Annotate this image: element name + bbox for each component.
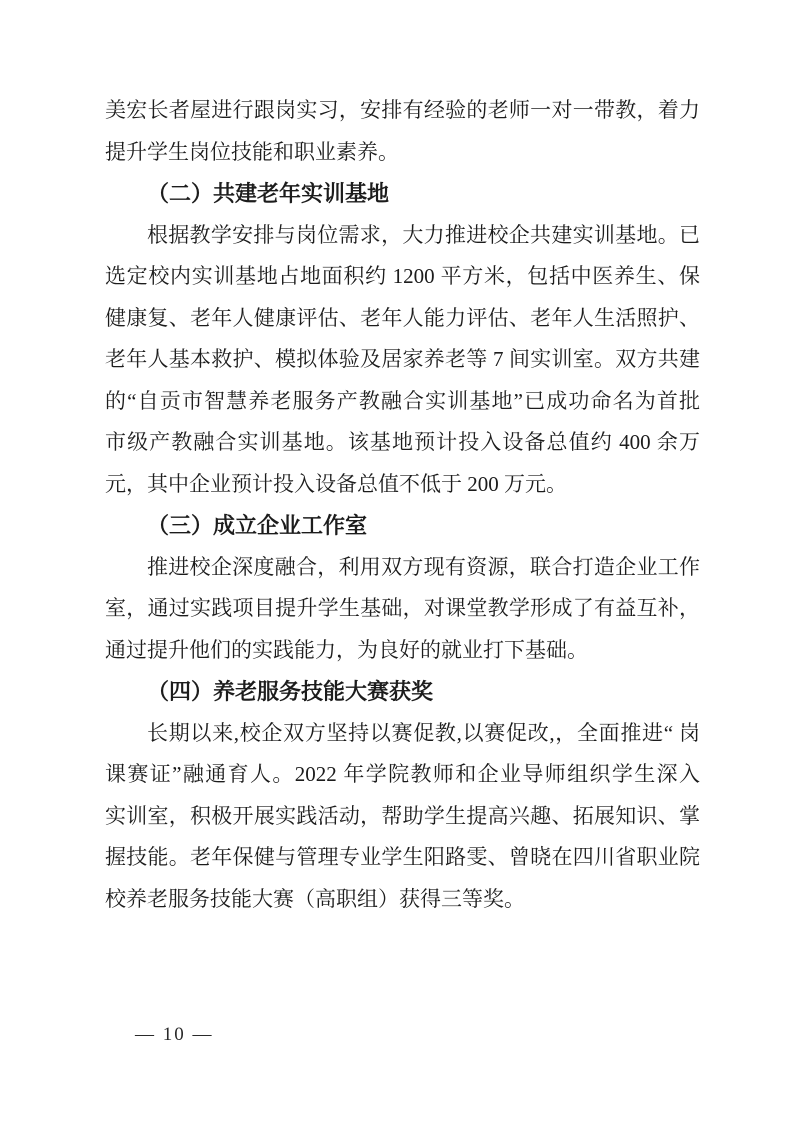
paragraph [105, 547, 700, 672]
section-heading: （三）成立企业工作室 [147, 513, 368, 538]
text-line: 推进校企深度融合，利用双方现有资源，联合打造企业工作 [147, 554, 700, 579]
text-line: 市级产教融合实训基地。该基地预计投入设备总值约 400 余万 [105, 430, 700, 454]
text-line: 美宏长者屋进行跟岗实习，安排有经验的老师一对一带教，着力 [105, 98, 700, 122]
text-line: 选定校内实训基地占地面积约 1200 平方米，包括中医养生、保 [105, 264, 700, 288]
paragraph [105, 713, 700, 921]
paragraph [105, 90, 700, 173]
text-line: 实训室，积极开展实践活动，帮助学生提高兴趣、拓展知识、掌 [105, 803, 700, 828]
text-line: 健康复、老年人健康评估、老年人能力评估、老年人生活照护、 [105, 305, 700, 330]
text-line: 根据教学安排与岗位需求，大力推进校企共建实训基地。已 [147, 222, 700, 247]
paragraph [105, 215, 700, 506]
text-line: 室，通过实践项目提升学生基础，对课堂教学形成了有益互补， [105, 596, 700, 620]
text-line: 通过提升他们的实践能力，为良好的就业打下基础。 [105, 637, 588, 662]
text-line: 元，其中企业预计投入设备总值不低于 200 万元。 [105, 471, 567, 496]
text-line: 握技能。老年保健与管理专业学生阳路雯、曾晓在四川省职业院 [105, 845, 700, 869]
section-heading: （四）养老服务技能大赛获奖 [147, 679, 434, 704]
text-line: 老年人基本救护、模拟体验及居家养老等 7 间实训室。双方共建 [105, 347, 700, 371]
text-line: 长期以来,校企双方坚持以赛促教,以赛促改,，全面推进“ 岗 [147, 720, 700, 745]
text-line: 提升学生岗位技能和职业素养。 [105, 139, 399, 164]
page-number: — 10 — [135, 1024, 214, 1045]
document-content [105, 90, 700, 920]
section-heading: （二）共建老年实训基地 [147, 181, 390, 206]
text-line: 校养老服务技能大赛（高职组）获得三等奖。 [105, 886, 525, 911]
text-line: 课赛证”融通育人。2022 年学院教师和企业导师组织学生深入 [105, 762, 700, 786]
text-line: 的“自贡市智慧养老服务产教融合实训基地”已成功命名为首批 [105, 388, 700, 413]
